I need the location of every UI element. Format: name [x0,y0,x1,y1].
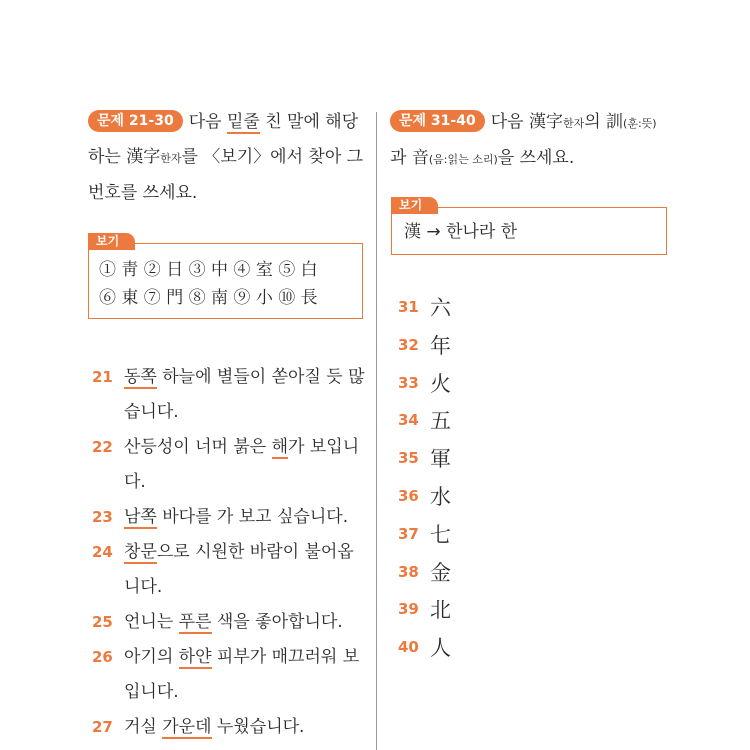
question-text: 언니는 푸른 색을 좋아합니다. [124,612,343,632]
question-text: 산등성이 너머 붉은 해가 보입니다. [124,437,360,492]
item-number: 36 [398,487,419,505]
item-number: 33 [398,373,419,392]
question-text: 거실 가운데 누웠습니다. [124,717,305,737]
underlined-word: 가운데 [162,717,212,737]
bogi-box-left [88,234,363,319]
underlined-word: 푸른 [178,612,212,632]
question-item [92,430,367,500]
column-divider [376,112,377,750]
bogi-label: 보기 [391,197,438,214]
question-text: 동쪽 하늘에 별들이 쏟아질 듯 많습니다. [124,367,365,422]
underlined-word: 밑줄 [226,112,260,132]
question-text: 창문으로 시원한 바람이 불어옵니다. [124,542,354,597]
item-number: 34 [398,411,419,430]
question-number: 26 [92,648,113,666]
question-item [92,535,367,605]
underlined-word: 동쪽 [124,367,157,387]
question-number: 23 [92,508,113,526]
instruction-31-40: 문제 31-40 다음 漢字한자의 訓(훈:뜻) 과 音(음:읽는 소리)을 쓰세요. [390,112,657,168]
question-number: 24 [92,543,113,561]
question-item [92,500,367,535]
bogi-box-right [391,198,667,255]
instruction-21-30: 문제 21-30 다음 밑줄 친 말에 해당 하는 漢字한자를 〈보기〉에서 찾아 그 번호를 쓰세요. [88,112,364,203]
problem-badge-31-40: 문제 31-40 [390,110,485,132]
arrow-icon: → [426,222,441,242]
example-hanzi: 漢 [404,222,421,242]
example-answer: 한나라 한 [446,222,518,242]
underlined-word: 남쪽 [124,507,157,527]
question-item [92,360,367,430]
question-item [92,710,367,745]
bogi-options-line-1: ① 靑 ② 日 ③ 中 ④ 室 ⑤ 白 [99,260,318,280]
hanzi-char: 七 [430,522,451,547]
hanzi-char: 五 [430,409,451,434]
item-number: 32 [398,335,419,354]
question-number: 22 [92,438,113,456]
hanzi-char: 軍 [430,447,451,472]
question-number: 21 [92,368,113,386]
question-text: 아기의 하얀 피부가 매끄러워 보입니다. [124,647,360,702]
question-number: 27 [92,718,113,736]
hanzi-char: 六 [430,296,451,320]
underlined-word: 하얀 [178,647,212,667]
hanzi-char: 北 [430,598,451,623]
question-text: 남쪽 바다를 가 보고 싶습니다. [124,507,349,527]
hanzi-char: 火 [430,371,451,396]
problem-badge-21-30: 문제 21-30 [88,110,183,132]
item-number: 38 [398,562,419,581]
hanzi-char: 年 [430,333,451,358]
question-number: 25 [92,613,113,631]
bogi-label: 보기 [88,233,135,250]
underlined-word: 해 [271,437,289,457]
item-number: 40 [398,638,419,657]
item-number: 35 [398,449,419,468]
item-number: 37 [398,524,419,543]
question-item [92,640,367,710]
hanzi-char: 金 [430,560,451,585]
item-number: 39 [398,600,419,619]
underlined-word: 창문 [124,542,157,562]
bogi-options-line-2: ⑥ 東 ⑦ 門 ⑧ 南 ⑨ 小 ⑩ 長 [99,288,318,308]
hanzi-char: 人 [430,636,451,661]
item-number: 31 [398,298,419,316]
hanzi-word: 漢字 [126,147,161,167]
question-item [92,605,367,640]
hanzi-char: 水 [430,485,451,509]
